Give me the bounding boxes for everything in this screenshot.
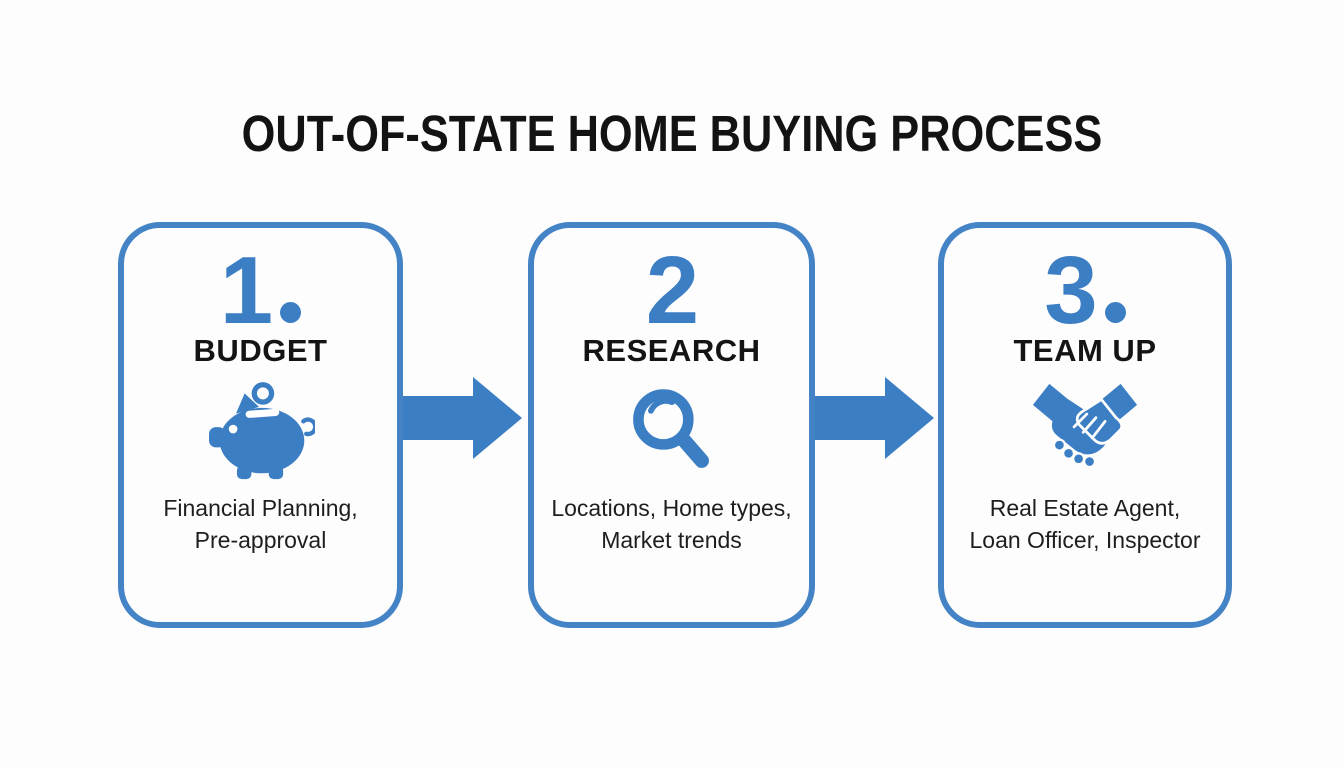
step-card-research <box>528 222 815 628</box>
step-description: Financial Planning, Pre-approval <box>163 495 358 553</box>
number-dot <box>280 302 301 323</box>
step-number-3: 3 <box>1044 254 1125 328</box>
arrow-right-icon <box>403 377 523 459</box>
magnifying-glass-icon <box>624 381 720 479</box>
number-dot <box>1105 302 1126 323</box>
step-label-team-up: TEAM UP <box>1013 333 1157 368</box>
step-number-1: 1 <box>220 254 301 328</box>
step-label-research: RESEARCH <box>582 333 761 368</box>
step-description: Real Estate Agent, Loan Officer, Inspector <box>969 495 1201 553</box>
step-number-2: 2 <box>645 237 698 344</box>
handshake-icon <box>1021 383 1149 478</box>
step-card-team-up <box>938 222 1232 628</box>
arrow-right-icon <box>815 377 935 459</box>
step-label-budget: BUDGET <box>193 333 328 368</box>
page-title: OUT-OF-STATE HOME BUYING PROCESS <box>241 105 1103 162</box>
piggy-bank-icon <box>207 379 315 481</box>
step-card-budget <box>118 222 403 628</box>
step-description: Locations, Home types, Market trends <box>551 495 792 553</box>
